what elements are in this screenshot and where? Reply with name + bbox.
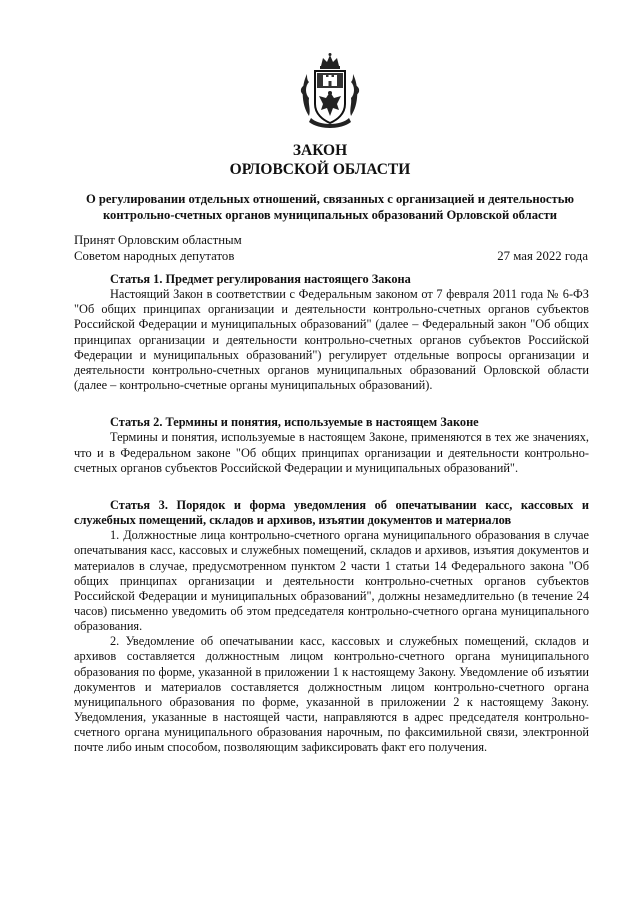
- adoption-line1: Принят Орловским областным: [74, 233, 242, 247]
- law-body: [74, 272, 589, 756]
- article-2: [74, 415, 589, 476]
- article-3: [74, 498, 589, 756]
- article-heading: Статья 3. Порядок и форма уведомления об опечатывании касс, кассовых и служебных помещений, складов и архивов, изъятии документов и материалов: [74, 497, 589, 528]
- law-title-line2: ОРЛОВСКОЙ ОБЛАСТИ: [229, 161, 411, 178]
- law-subtitle: О регулировании отдельных отношений, связанных с организацией и деятельностью контрольно-счетных органов муниципальных образований Орловской области: [85, 192, 574, 222]
- adoption-line2: Советом народных депутатов: [74, 249, 235, 263]
- article-paragraph: 2. Уведомление об опечатывании касс, кассовых и служебных помещений, складов и архивов составляется должностным лицом контрольно-счетного органа муниципального образования по форме, указанной в приложении 1 к настоящему Закону. Уведомление об изъятии документов и материалов составляется должностным лицом контрольно-счетного органа муниципального образования по форме, указанной в приложении 2 к настоящему Закону. Уведомления, указанные в настоящей части, направляются в адрес председателя контрольно-счетного органа муниципального образования нарочным, по факсимильной связи, электронной почте либо иным способом, позволяющим зафиксировать факт его получения.: [74, 634, 589, 755]
- law-title: [0, 141, 640, 179]
- article-paragraph: 1. Должностные лица контрольно-счетного органа муниципального образования в случае опечатывания касс, кассовых и служебных помещений, складов и архивов, изъятия документов и материалов в случае, предусмотренном пунктом 2 части 1 статьи 14 Федерального закона "Об общих принципах организации и деятельности контрольно-счетных органов субъектов Российской Федерации и муниципальных образований", должны незамедлительно (в течение 24 часов) письменно уведомить об этом председателя контрольно-счетного органа муниципального образования.: [74, 528, 589, 634]
- article-heading: Статья 2. Термины и понятия, используемые в настоящем Законе: [110, 415, 479, 430]
- article-paragraph: Настоящий Закон в соответствии с Федеральным законом от 7 февраля 2011 года № 6-ФЗ "Об общих принципах организации и деятельности контрольно-счетных органов субъектов Российской Федерации и муниципальных образований" (далее – Федеральный закон "Об общих принципах организации и деятельности контрольно-счетных органов субъектов Российской Федерации и муниципальных образований") регулирует отдельные вопросы организации и деятельности контрольно-счетных органов муниципальных образований Орловской области (далее – контрольно-счетные органы муниципальных образований).: [74, 287, 589, 393]
- article-paragraph: Термины и понятия, используемые в настоящем Законе, применяются в тех же значениях, что и в Федеральном законе "Об общих принципах организации и деятельности контрольно-счетных органов субъектов Российской Федерации и муниципальных образований".: [74, 430, 589, 475]
- article-1: [74, 272, 589, 393]
- adoption-date: 27 мая 2022 года: [497, 249, 588, 263]
- law-title-line1: ЗАКОН: [292, 142, 348, 159]
- oryol-oblast-coat-of-arms-icon: [299, 52, 361, 130]
- adoption-info: [74, 232, 242, 264]
- article-heading: Статья 1. Предмет регулирования настоящего Закона: [110, 272, 411, 286]
